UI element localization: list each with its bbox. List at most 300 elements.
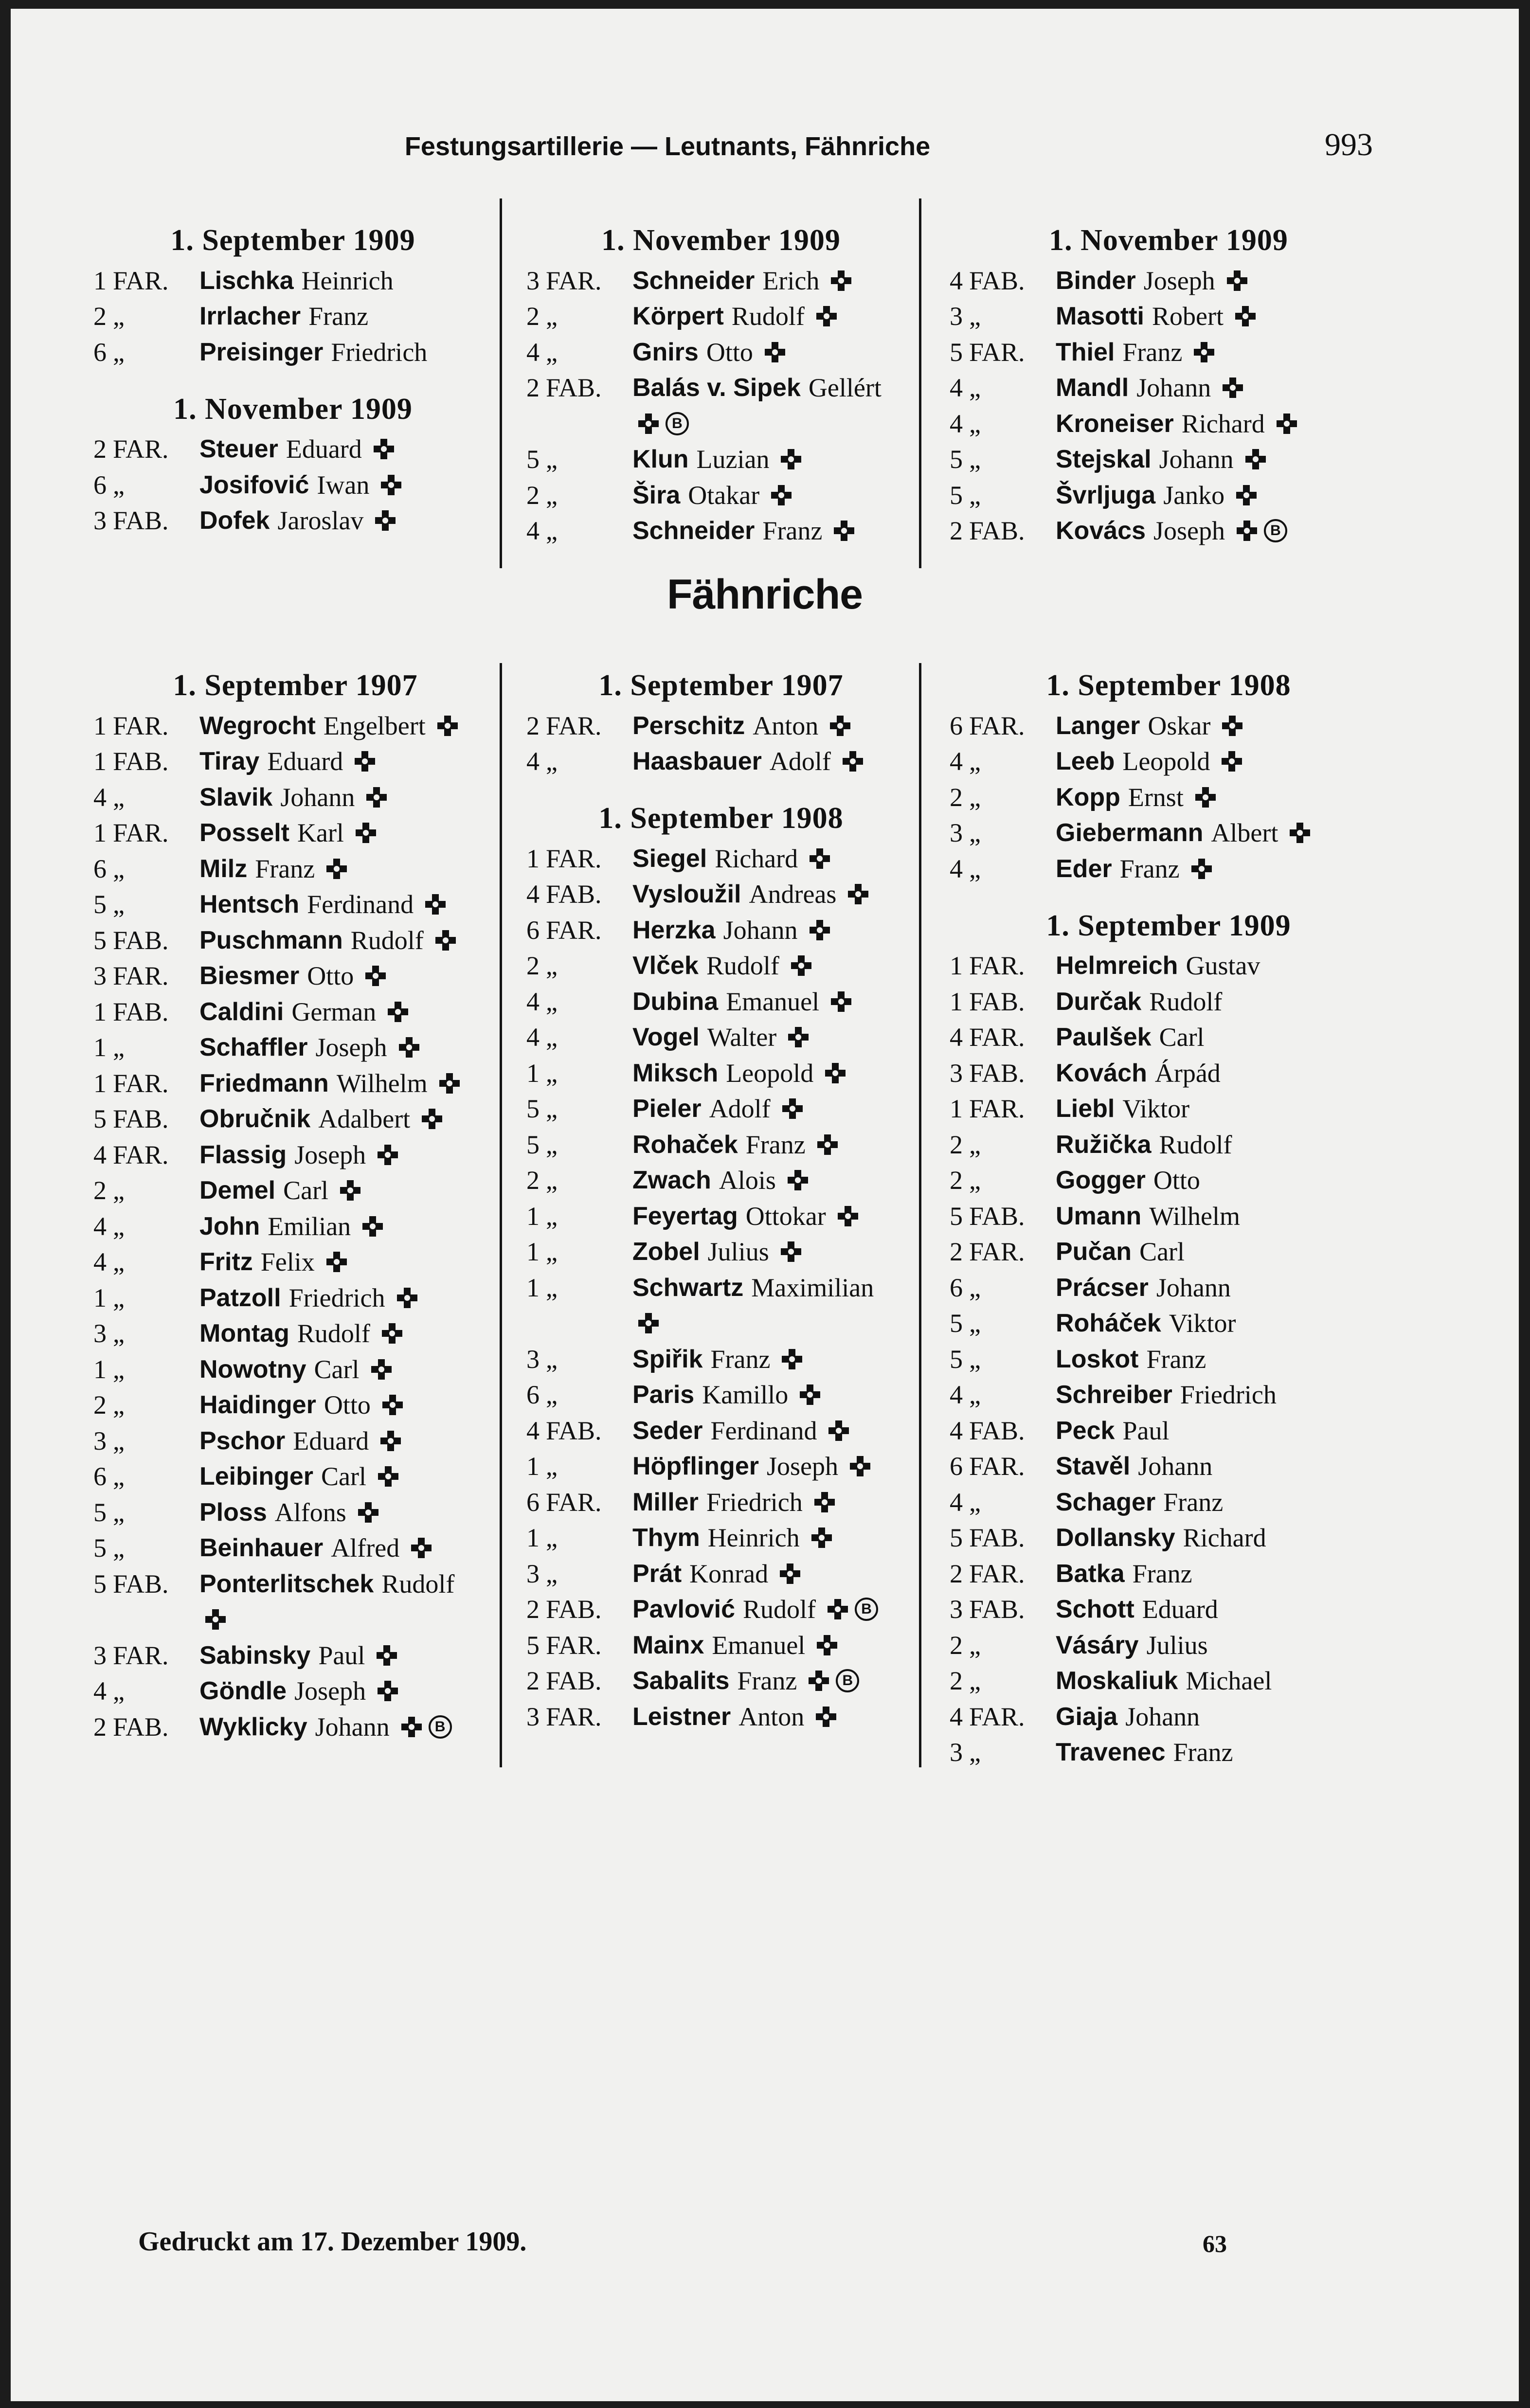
list-item <box>526 442 916 478</box>
surname: Paris <box>632 1381 695 1409</box>
surname: Obručnik <box>199 1105 311 1133</box>
regiment-number: 1 <box>93 1354 107 1384</box>
regiment-number: 5 <box>950 1523 963 1553</box>
list-item <box>950 370 1387 406</box>
list-item <box>526 1020 916 1056</box>
unit-type: „ <box>969 409 981 438</box>
cross-icon <box>371 1359 392 1380</box>
surname: Ponterlitschek <box>199 1569 374 1598</box>
cross-icon <box>810 920 830 940</box>
regiment-number: 5 <box>950 1309 963 1338</box>
unit-type: „ <box>969 1630 981 1660</box>
unit-type: „ <box>546 1023 558 1052</box>
unit-type: „ <box>113 470 125 500</box>
regiment-number: 2 <box>950 516 963 546</box>
given-name: Julius <box>707 1237 769 1267</box>
given-name: Emanuel <box>712 1630 806 1660</box>
unit-type: „ <box>969 747 981 776</box>
given-name: Ernst <box>1128 782 1184 812</box>
regiment-number: 2 <box>526 302 540 331</box>
given-name: Iwan <box>317 470 370 500</box>
unit-type: FAR. <box>969 951 1025 981</box>
list-item <box>950 779 1387 815</box>
given-name: Franz <box>1122 337 1183 367</box>
regiment-number: 5 <box>950 1344 963 1374</box>
given-name: Engelbert <box>323 711 426 740</box>
list-item <box>93 1387 497 1423</box>
regiment-number: 5 <box>526 445 540 474</box>
given-name: Viktor <box>1169 1309 1236 1338</box>
surname: Perschitz <box>632 711 745 740</box>
surname: Sabinsky <box>199 1641 311 1670</box>
list-item <box>950 1735 1387 1771</box>
unit-type: „ <box>969 1344 981 1374</box>
regiment-number: 1 <box>526 1237 540 1267</box>
list-item <box>526 948 916 984</box>
cross-icon <box>811 1527 832 1548</box>
cross-icon <box>1237 521 1257 541</box>
unit-type: „ <box>546 1452 558 1481</box>
given-name: Joseph <box>766 1452 838 1481</box>
surname: Binder <box>1056 266 1136 295</box>
cross-icon <box>638 413 659 434</box>
leutnants-column-2 <box>526 218 916 549</box>
given-name: Ottokar <box>745 1201 826 1231</box>
cross-icon <box>377 1645 397 1666</box>
cross-icon <box>1222 751 1242 772</box>
surname: Mainx <box>632 1631 704 1659</box>
surname: Seder <box>632 1416 703 1445</box>
surname: Švrljuga <box>1056 481 1156 509</box>
given-name: Ferdinand <box>710 1416 817 1445</box>
surname: Zwach <box>632 1166 711 1195</box>
cross-icon <box>1223 377 1243 398</box>
surname: Moskaliuk <box>1056 1667 1178 1695</box>
regiment-number: 4 <box>93 1211 107 1241</box>
list-item <box>526 299 916 335</box>
surname: Pavlović <box>632 1595 736 1624</box>
regiment-number: 6 <box>950 1273 963 1302</box>
list-item <box>93 334 492 370</box>
given-name: Richard <box>1183 1523 1266 1553</box>
block-spacer <box>950 887 1387 903</box>
unit-type: „ <box>969 1666 981 1696</box>
cross-icon <box>378 1681 398 1701</box>
given-name: Rudolf <box>297 1319 370 1348</box>
surname: Tiray <box>199 747 260 776</box>
given-name: Robert <box>1152 302 1224 331</box>
regiment-number: 6 <box>93 854 107 883</box>
unit-type: FAB. <box>113 1104 169 1134</box>
given-name: Johann <box>280 782 355 812</box>
regiment-number: 2 <box>950 782 963 812</box>
promotion-block <box>93 663 497 1745</box>
surname: Liebl <box>1056 1095 1115 1123</box>
list-item <box>93 1709 497 1745</box>
given-name: Otto <box>1153 1166 1200 1195</box>
regiment-number: 4 <box>950 854 963 883</box>
list-item <box>950 1198 1387 1234</box>
list-item <box>93 263 492 299</box>
unit-type: FAR. <box>113 1140 169 1169</box>
given-name: Rudolf <box>731 302 805 331</box>
promotion-date-heading: 1. September 1907 <box>598 669 844 702</box>
faehnriche-column-3 <box>950 663 1387 1770</box>
unit-type: „ <box>546 337 558 367</box>
unit-type: „ <box>113 1283 125 1312</box>
unit-type: FAR. <box>113 818 169 848</box>
given-name: Carl <box>1139 1237 1185 1267</box>
unit-type: FAB. <box>969 1201 1025 1231</box>
surname: Prát <box>632 1559 682 1588</box>
surname: Kroneiser <box>1056 409 1174 438</box>
cross-icon <box>848 884 868 904</box>
given-name: Franz <box>1173 1738 1233 1767</box>
list-item <box>526 1592 916 1628</box>
given-name: Erich <box>762 266 820 295</box>
surname: Ružička <box>1056 1130 1152 1159</box>
promotion-date-heading: 1. September 1909 <box>170 224 415 257</box>
surname: Giaja <box>1056 1702 1118 1731</box>
cross-icon <box>1222 716 1242 736</box>
given-name: Luzian <box>696 445 770 474</box>
surname: Miller <box>632 1488 699 1516</box>
unit-type: FAB. <box>546 373 602 403</box>
list-item <box>950 263 1387 299</box>
b-badge-icon: B <box>429 1715 452 1739</box>
cross-icon <box>765 342 785 362</box>
unit-type: FAB. <box>546 1595 602 1624</box>
given-name: Franz <box>737 1666 797 1696</box>
list-item <box>93 708 497 744</box>
given-name: Jaroslav <box>277 506 364 536</box>
regiment-number: 2 <box>526 1595 540 1624</box>
running-header <box>11 122 1519 175</box>
cross-icon <box>374 439 394 459</box>
given-name: German <box>291 997 377 1026</box>
cross-icon <box>831 991 851 1012</box>
regiment-number: 5 <box>93 890 107 919</box>
unit-type: FAB. <box>113 506 169 536</box>
unit-type: „ <box>546 480 558 510</box>
cross-icon <box>816 1707 836 1727</box>
regiment-number: 2 <box>526 711 540 740</box>
cross-icon <box>362 1216 383 1237</box>
regiment-number: 3 <box>950 818 963 848</box>
regiment-number: 1 <box>950 951 963 981</box>
cross-icon <box>828 1420 849 1441</box>
unit-type: „ <box>546 987 558 1016</box>
cross-icon <box>411 1538 432 1558</box>
b-badge-icon: B <box>1264 519 1287 542</box>
surname: Göndle <box>199 1677 287 1706</box>
page-number: 993 <box>1325 127 1373 162</box>
list-item <box>93 467 492 503</box>
cross-icon <box>358 1502 378 1523</box>
regiment-number: 3 <box>93 1426 107 1456</box>
given-name: Paul <box>318 1640 365 1670</box>
given-name: Janko <box>1163 480 1225 510</box>
regiment-number: 4 <box>526 516 540 546</box>
cross-icon <box>843 751 863 772</box>
unit-type: „ <box>969 1487 981 1517</box>
unit-type: FAR. <box>546 1702 602 1731</box>
regiment-number: 2 <box>950 1130 963 1159</box>
regiment-number: 4 <box>526 1023 540 1052</box>
promotion-block <box>950 218 1387 549</box>
regiment-number: 4 <box>950 1487 963 1517</box>
surname: Thym <box>632 1524 700 1552</box>
regiment-number: 1 <box>526 1523 540 1553</box>
unit-type: FAB. <box>969 987 1025 1016</box>
given-name: Johann <box>1125 1702 1200 1731</box>
cross-icon <box>378 1145 398 1165</box>
list-item <box>950 984 1387 1020</box>
list-item <box>526 1341 916 1377</box>
promotion-block <box>950 903 1387 1771</box>
regiment-number: 4 <box>950 1380 963 1410</box>
unit-type: FAB. <box>113 1712 169 1742</box>
unit-type: „ <box>113 1426 125 1456</box>
list-item <box>950 1484 1387 1520</box>
list-item <box>93 994 497 1030</box>
list-item <box>93 299 492 335</box>
given-name: Julius <box>1146 1630 1208 1660</box>
promotion-block <box>526 796 916 1735</box>
unit-type: „ <box>969 818 981 848</box>
unit-type: „ <box>113 1319 125 1348</box>
promotion-block <box>526 663 916 779</box>
unit-type: „ <box>546 951 558 981</box>
list-item <box>950 1091 1387 1127</box>
regiment-number: 3 <box>526 266 540 295</box>
leutnants-column-1 <box>93 218 492 539</box>
given-name: Friedrich <box>706 1487 803 1517</box>
surname: Gogger <box>1056 1166 1146 1195</box>
given-name: Gellért <box>808 373 882 403</box>
cross-icon <box>326 1252 347 1272</box>
given-name: Adalbert <box>318 1104 411 1134</box>
given-name: Michael <box>1186 1666 1272 1696</box>
given-name: Adolf <box>769 747 831 776</box>
regiment-number: 2 <box>526 951 540 981</box>
given-name: Rudolf <box>743 1595 816 1624</box>
list-item <box>950 1163 1387 1199</box>
unit-type: „ <box>546 747 558 776</box>
cross-icon <box>1277 413 1297 434</box>
list-item <box>950 1127 1387 1163</box>
unit-type: „ <box>113 1497 125 1527</box>
list-item <box>526 1627 916 1663</box>
surname: Körpert <box>632 302 724 331</box>
given-name: Ferdinand <box>307 890 414 919</box>
cross-icon <box>1227 270 1247 291</box>
surname: Vysloužil <box>632 880 741 909</box>
surname: Haasbauer <box>632 747 762 776</box>
regiment-number: 4 <box>526 1416 540 1445</box>
cross-icon <box>205 1609 226 1630</box>
cross-icon <box>366 787 387 808</box>
surname: Miksch <box>632 1059 719 1087</box>
regiment-number: 6 <box>93 337 107 367</box>
given-name: Franz <box>255 854 315 883</box>
surname: Caldini <box>199 997 284 1026</box>
unit-type: FAB. <box>113 997 169 1026</box>
regiment-number: 1 <box>93 818 107 848</box>
cross-icon <box>378 1466 398 1487</box>
surname: Schager <box>1056 1488 1156 1516</box>
surname: Fritz <box>199 1248 253 1276</box>
regiment-number: 1 <box>526 1452 540 1481</box>
given-name: Eduard <box>293 1426 369 1456</box>
list-item <box>93 1101 497 1137</box>
list-item <box>526 1127 916 1163</box>
surname: Prácser <box>1056 1273 1149 1302</box>
cross-icon <box>422 1109 442 1129</box>
unit-type: „ <box>113 890 125 919</box>
given-name: Friedrich <box>288 1283 385 1312</box>
unit-type: „ <box>969 1738 981 1767</box>
column-rule-1 <box>500 663 502 1767</box>
unit-type: FAB. <box>969 1523 1025 1553</box>
list-item <box>950 1270 1387 1306</box>
given-name: Johann <box>315 1712 390 1742</box>
list-item <box>526 1699 916 1735</box>
surname: Irrlacher <box>199 302 301 331</box>
promotion-block <box>93 387 492 539</box>
given-name: Otakar <box>688 480 760 510</box>
list-item <box>526 1663 916 1699</box>
block-spacer <box>93 370 492 387</box>
column-rule-2-top <box>919 198 921 568</box>
surname: Haidinger <box>199 1391 316 1420</box>
list-item <box>526 370 916 406</box>
given-name: Richard <box>1181 409 1265 438</box>
list-item <box>950 442 1387 478</box>
regiment-number: 2 <box>950 1630 963 1660</box>
cross-icon <box>782 1349 802 1369</box>
given-name: Franz <box>745 1130 806 1159</box>
cross-icon <box>781 1241 801 1262</box>
document-page <box>11 9 1519 2401</box>
list-item <box>526 877 916 913</box>
given-name: Alois <box>719 1166 776 1195</box>
surname: Sabalits <box>632 1667 730 1695</box>
cross-icon <box>809 1671 829 1691</box>
cross-icon <box>382 1323 402 1344</box>
cross-icon <box>788 1027 809 1047</box>
cross-icon <box>1236 485 1257 505</box>
list-item <box>526 1055 916 1091</box>
unit-type: „ <box>113 1354 125 1384</box>
regiment-number: 5 <box>526 1630 540 1660</box>
promotion-date-heading: 1. September 1907 <box>173 669 418 702</box>
cross-icon <box>1195 787 1216 808</box>
surname: Eder <box>1056 854 1112 883</box>
unit-type: „ <box>546 302 558 331</box>
unit-type: FAB. <box>113 747 169 776</box>
unit-type: FAR. <box>113 711 169 740</box>
list-item <box>950 744 1387 780</box>
list-item <box>950 1341 1387 1377</box>
surname: Kopp <box>1056 783 1120 811</box>
surname: Peck <box>1056 1416 1115 1445</box>
regiment-number: 3 <box>526 1559 540 1588</box>
unit-type: „ <box>969 1309 981 1338</box>
surname: Kovács <box>1056 517 1146 545</box>
regiment-number: 2 <box>93 1390 107 1420</box>
unit-type: FAR. <box>113 266 169 295</box>
regiment-number: 3 <box>950 1058 963 1088</box>
list-item <box>526 1413 916 1449</box>
regiment-number: 1 <box>93 1068 107 1098</box>
list-item <box>526 334 916 370</box>
regiment-number: 4 <box>950 266 963 295</box>
regiment-number: 1 <box>950 987 963 1016</box>
regiment-number: 2 <box>526 1666 540 1696</box>
regiment-number: 2 <box>950 1666 963 1696</box>
surname: Feyertag <box>632 1202 738 1230</box>
surname: Schott <box>1056 1595 1134 1624</box>
given-name: Heinrich <box>707 1523 800 1553</box>
list-item <box>93 1030 497 1066</box>
regiment-number: 4 <box>950 373 963 403</box>
list-item <box>93 1637 497 1673</box>
unit-type: „ <box>546 1344 558 1374</box>
unit-type: „ <box>546 1273 558 1302</box>
given-name: Oskar <box>1148 711 1211 740</box>
list-item-continuation <box>526 406 916 442</box>
unit-type: „ <box>546 1559 558 1588</box>
surname: Schneider <box>632 266 755 295</box>
regiment-number: 2 <box>93 1176 107 1205</box>
given-name: Anton <box>753 711 819 740</box>
regiment-number: 2 <box>526 480 540 510</box>
surname: Leistner <box>632 1702 731 1731</box>
unit-type: FAR. <box>546 711 602 740</box>
cross-icon <box>1245 449 1266 469</box>
unit-type: FAR. <box>546 1630 602 1660</box>
list-item <box>526 1234 916 1270</box>
list-item <box>93 1208 497 1244</box>
cross-icon <box>838 1206 858 1226</box>
unit-type: „ <box>546 1130 558 1159</box>
promotion-date-heading: 1. November 1909 <box>601 224 841 257</box>
surname: Schwartz <box>632 1273 744 1302</box>
list-item <box>950 1377 1387 1413</box>
unit-type: FAR. <box>969 1452 1025 1481</box>
unit-type: FAB. <box>546 880 602 909</box>
unit-type: „ <box>113 337 125 367</box>
given-name: Konrad <box>689 1559 769 1588</box>
given-name: Eduard <box>286 434 362 464</box>
regiment-number: 3 <box>526 1702 540 1731</box>
unit-type: FAR. <box>969 1023 1025 1052</box>
surname: Giebermann <box>1056 819 1204 847</box>
list-item <box>950 1413 1387 1449</box>
given-name: Franz <box>1132 1559 1192 1588</box>
surname: Balás v. Sipek <box>632 374 801 402</box>
unit-type: „ <box>546 516 558 546</box>
unit-type: „ <box>113 1390 125 1420</box>
regiment-number: 1 <box>93 747 107 776</box>
given-name: Leopold <box>726 1058 814 1088</box>
list-item <box>93 1530 497 1566</box>
given-name: Johann <box>1159 445 1234 474</box>
regiment-number: 6 <box>526 1487 540 1517</box>
regiment-number: 5 <box>950 337 963 367</box>
section-title-faehnriche: Fähnriche <box>667 571 863 618</box>
